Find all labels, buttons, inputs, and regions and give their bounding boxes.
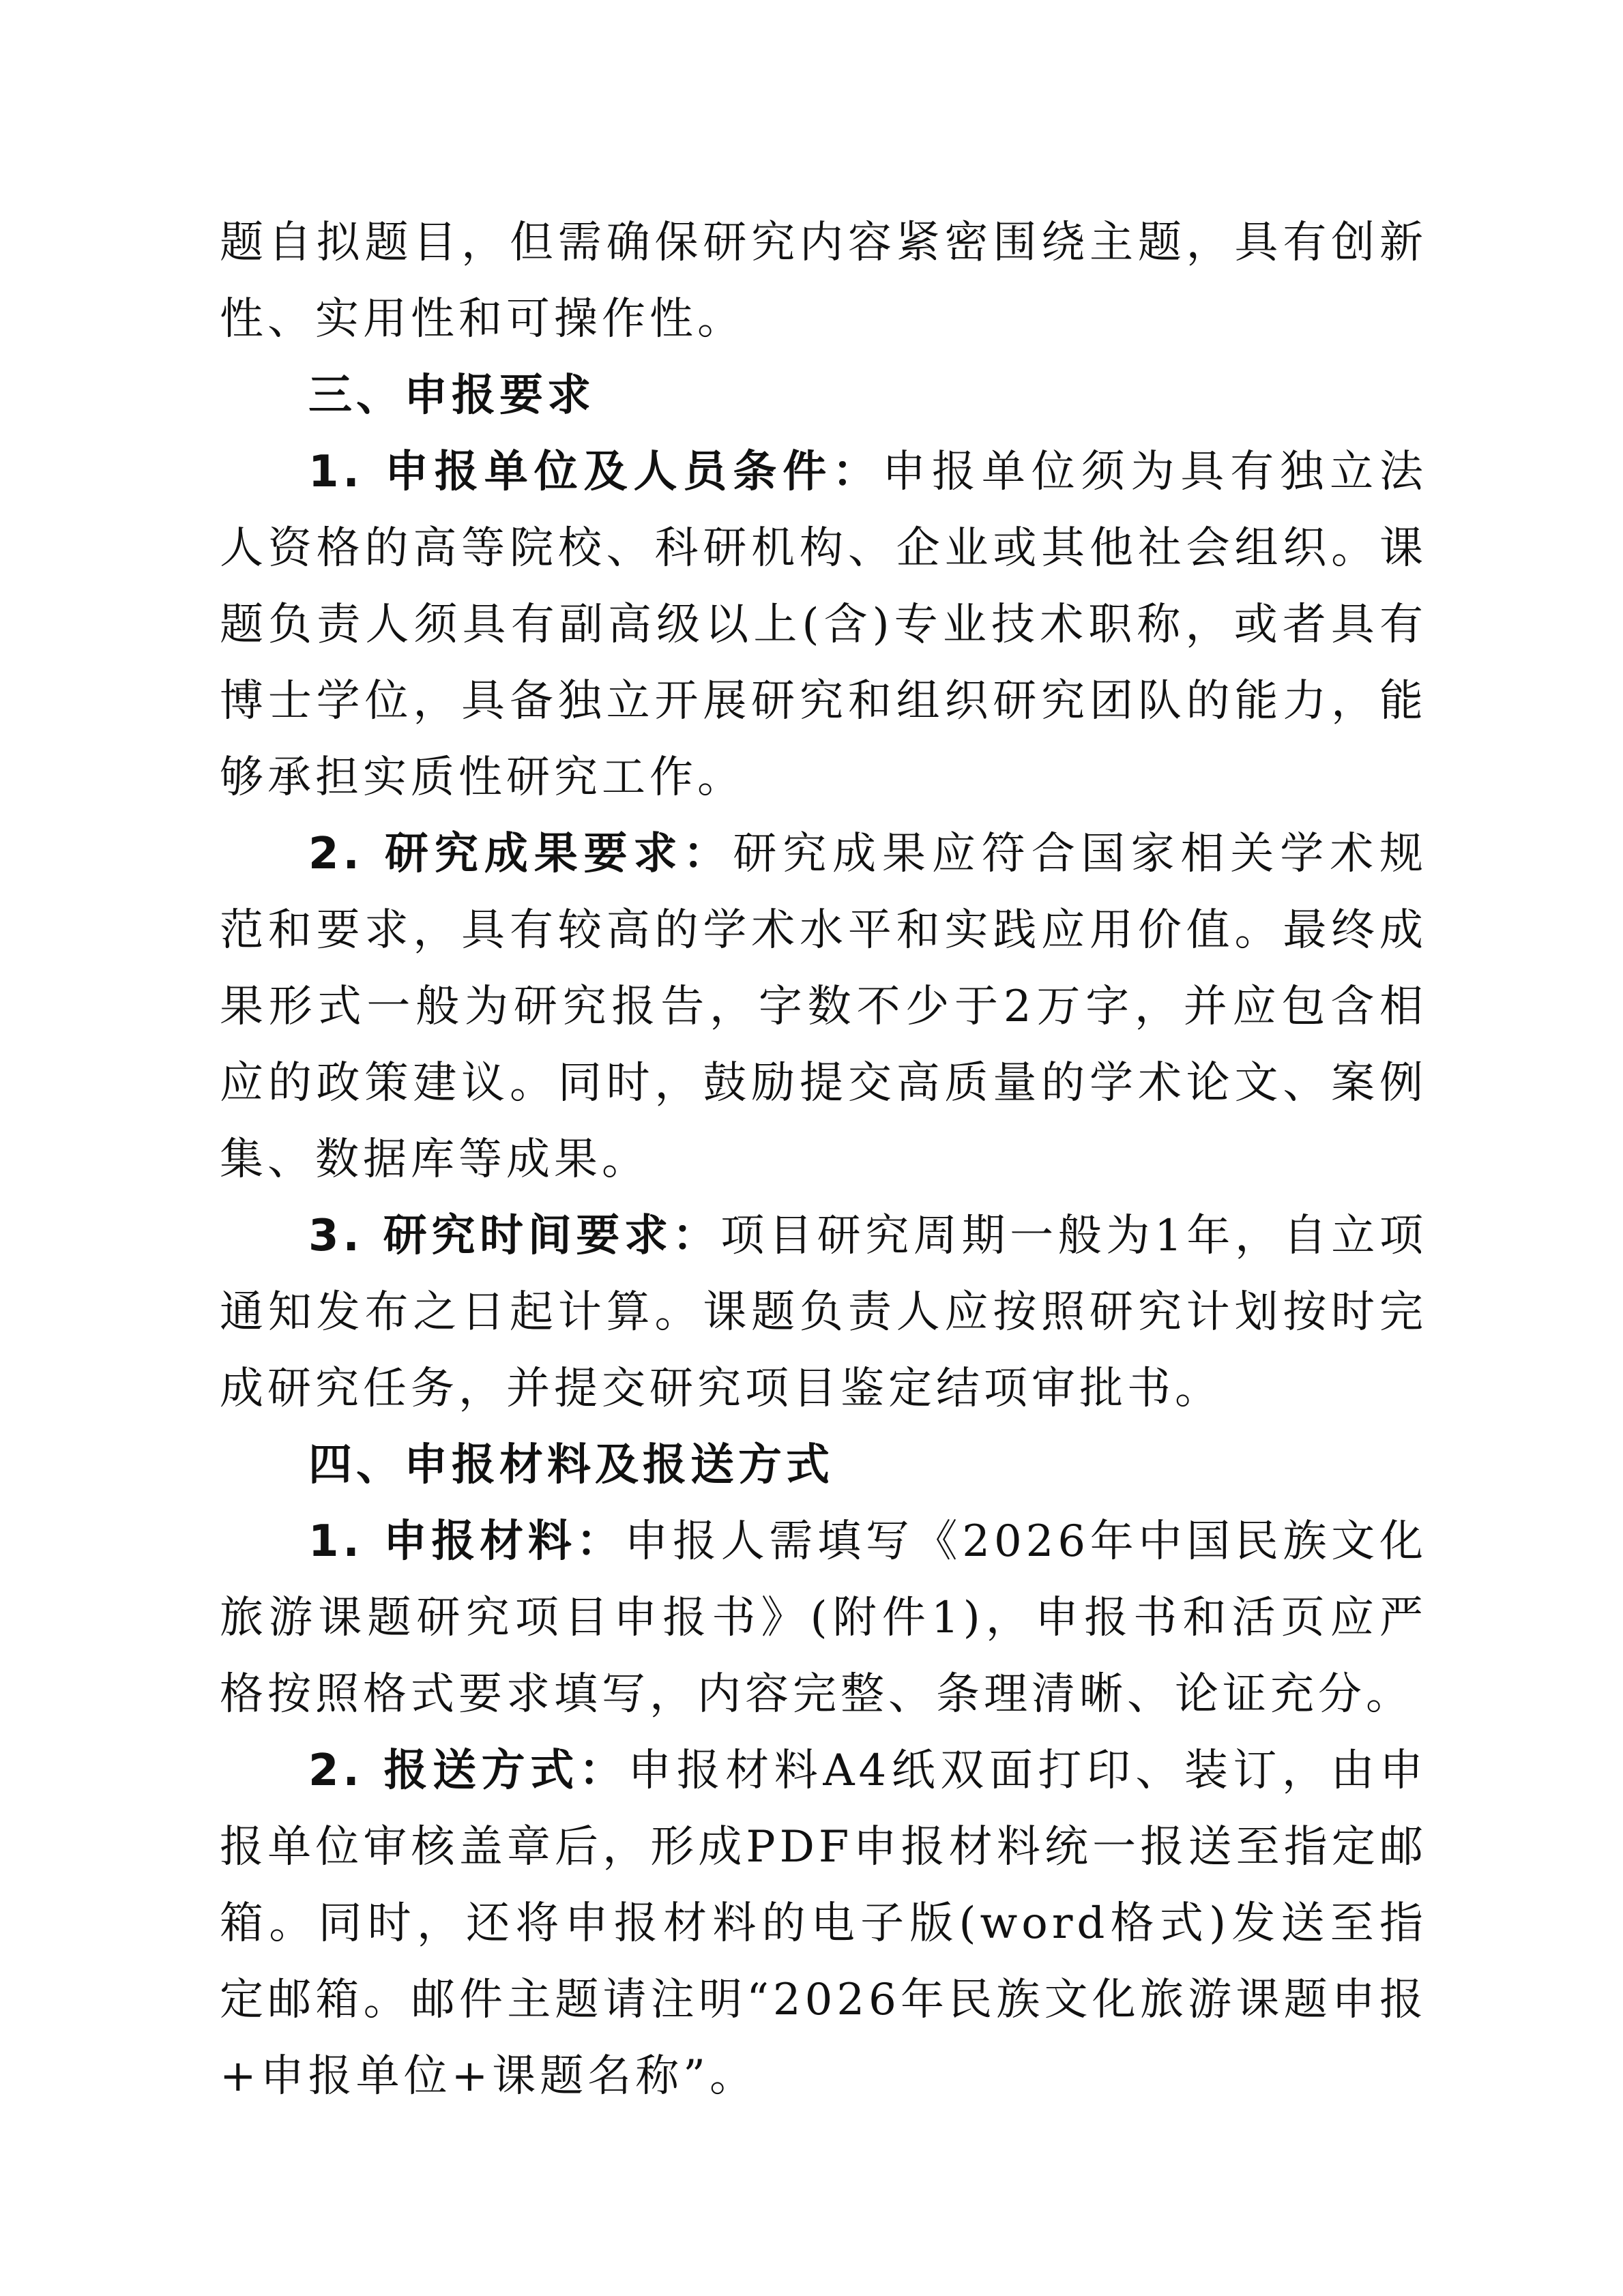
item-body: 申报人需填写《2026年中国民族文化旅游课题研究项目申报书》(附件1)，申报书和活页应严格按照格式要求填写，内容完整、条理清晰、论证充分。 [220, 1516, 1428, 1720]
item-body: 申报材料A4纸双面打印、装订，由申报单位审核盖章后，形成PDF申报材料统一报送至指定邮箱。同时，还将申报材料的电子版(word格式)发送至指定邮箱。邮件主题请注明“2026年民族文化旅游课题申报+申报单位+课题名称”。 [220, 1746, 1427, 2102]
item-applicant-conditions [220, 434, 1427, 816]
item-lead: 2. 研究成果要求： [308, 829, 733, 879]
section-heading-4: 四、申报材料及报送方式 [308, 1440, 834, 1490]
paragraph-continuation [220, 205, 1427, 357]
item-body: 研究成果应符合国家相关学术规范和要求，具有较高的学术水平和实践应用价值。最终成果形式一般为研究报告，字数不少于2万字，并应包含相应的政策建议。同时，鼓励提交高质量的学术论文、案例集、数据库等成果。 [220, 829, 1428, 1185]
item-lead: 1. 申报材料： [308, 1516, 625, 1567]
item-body: 申报单位须为具有独立法人资格的高等院校、科研机构、企业或其他社会组织。课题负责人须具有副高级以上(含)专业技术职称，或者具有博士学位，具备独立开展研究和组织研究团队的能力，能够承担实质性研究工作。 [220, 447, 1428, 803]
item-submission-method [220, 1733, 1427, 2115]
item-research-results [220, 816, 1427, 1198]
item-lead: 2. 报送方式： [308, 1746, 628, 1796]
item-lead: 3. 研究时间要求： [308, 1211, 721, 1261]
document-page [220, 205, 1427, 2115]
item-lead: 1. 申报单位及人员条件： [308, 447, 883, 497]
item-body: 项目研究周期一般为1年，自立项通知发布之日起计算。课题负责人应按照研究计划按时完成研究任务，并提交研究项目鉴定结项审批书。 [220, 1211, 1428, 1414]
item-application-materials [220, 1503, 1427, 1733]
item-research-time [220, 1198, 1427, 1427]
paragraph-body: 题自拟题目，但需确保研究内容紧密围绕主题，具有创新性、实用性和可操作性。 [220, 218, 1427, 344]
section-heading-3: 三、申报要求 [308, 370, 595, 421]
